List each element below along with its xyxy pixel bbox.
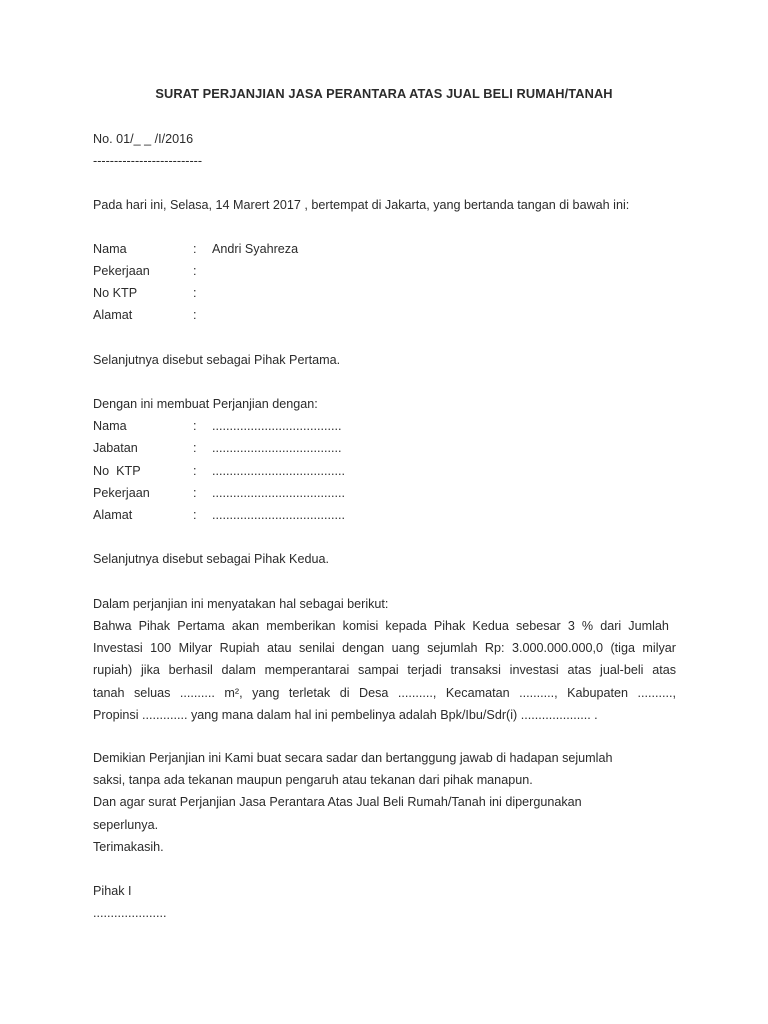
field-separator: : [193,508,197,522]
closing-line: saksi, tanpa ada tekanan maupun pengaruh atau tekanan dari pihak manapun. [93,773,533,787]
statement-line: Investasi 100 Milyar Rupiah atau senilai dengan uang sejumlah Rp: 3.000.000.000,0 (tiga milyar [93,641,676,655]
statement-line: rupiah) jika berhasil dalam memperantarai sampai terjadi transaksi investasi atas jual-beli atas [93,663,676,677]
closing-line: Demikian Perjanjian ini Kami buat secara sadar dan bertanggung jawab di hadapan sejumlah [93,751,613,765]
field-separator: : [193,486,197,500]
field-value: ..................................... [212,419,342,433]
field-value: ...................................... [212,464,345,478]
field-separator: : [193,419,197,433]
field-value: Andri Syahreza [212,242,299,256]
field-label: Nama [93,419,127,433]
document-number-underline: -------------------------- [93,154,203,168]
closing-line: Dan agar surat Perjanjian Jasa Perantara Atas Jual Beli Rumah/Tanah ini dipergunakan [93,795,582,809]
field-label: Alamat [93,508,133,522]
field-value: ...................................... [212,508,345,522]
signature-label: Pihak I [93,884,132,898]
field-separator: : [193,242,197,256]
field-separator: : [193,441,197,455]
closing-line: Terimakasih. [93,840,164,854]
field-value: ..................................... [212,441,342,455]
statement-intro: Dalam perjanjian ini menyatakan hal sebagai berikut: [93,597,389,611]
document-number: No. 01/_ _ /I/2016 [93,132,194,146]
field-label: Alamat [93,308,133,322]
field-separator: : [193,286,197,300]
closing-line: seperlunya. [93,818,159,832]
field-label: Pekerjaan [93,486,150,500]
opening-paragraph: Pada hari ini, Selasa, 14 Marert 2017 , bertempat di Jakarta, yang bertanda tangan di bawah ini: [93,198,630,212]
field-label: Jabatan [93,441,138,455]
field-value: ...................................... [212,486,345,500]
field-separator: : [193,464,197,478]
party-one-closing: Selanjutnya disebut sebagai Pihak Pertama. [93,353,341,367]
field-label: Nama [93,242,127,256]
field-label: No KTP [93,464,141,478]
field-separator: : [193,308,197,322]
field-separator: : [193,264,197,278]
document-title: SURAT PERJANJIAN JASA PERANTARA ATAS JUAL BELI RUMAH/TANAH [155,86,613,101]
field-label: Pekerjaan [93,264,150,278]
statement-line: Propinsi ............. yang mana dalam hal ini pembelinya adalah Bpk/Ibu/Sdr(i) .................... . [93,708,598,722]
statement-line: tanah seluas .......... m², yang terletak di Desa .........., Kecamatan .........., Kabupaten .........., [93,686,676,700]
party-two-closing: Selanjutnya disebut sebagai Pihak Kedua. [93,552,329,566]
party-two-intro: Dengan ini membuat Perjanjian dengan: [93,397,318,411]
field-label: No KTP [93,286,138,300]
statement-line: Bahwa Pihak Pertama akan memberikan komisi kepada Pihak Kedua sebesar 3 % dari Jumlah [93,619,669,633]
signature-line: ..................... [93,906,167,920]
